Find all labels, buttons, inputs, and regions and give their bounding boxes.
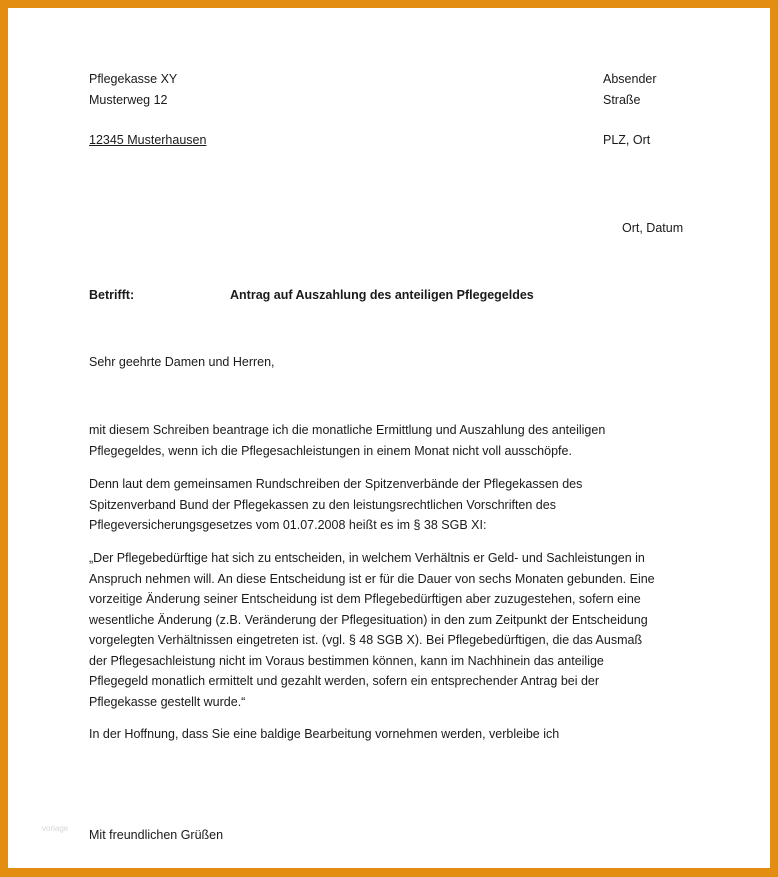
salutation: Sehr geehrte Damen und Herren, (89, 355, 275, 369)
sender-name: Absender (603, 72, 657, 86)
watermark-text: vorlage (42, 824, 69, 833)
closing: Mit freundlichen Grüßen (89, 828, 224, 842)
paragraph-line: Pflegegeld monatlich ermittelt und gezahlt werden, sofern ein entsprechender Antrag bei der (89, 674, 600, 688)
body-paragraph-4 (89, 724, 695, 745)
recipient-street: Musterweg 12 (89, 93, 168, 107)
letter-page (8, 8, 770, 868)
paragraph-line: „Der Pflegebedürftige hat sich zu entscheiden, in welchem Verhältnis er Geld- und Sachleistungen in (89, 551, 645, 565)
paragraph-line: vorgelegten Verhältnissen eingetreten ist. (vgl. § 48 SGB X). Bei Pflegebedürftigen, die das Ausmaß (89, 633, 643, 647)
paragraph-line: Denn laut dem gemeinsamen Rundschreiben der Spitzenverbände der Pflegekassen des (89, 477, 583, 491)
subject-label: Betrifft: (89, 288, 135, 302)
paragraph-line: Pflegekasse gestellt wurde.“ (89, 694, 246, 709)
body-paragraph-quote (89, 548, 695, 712)
recipient-city: 12345 Musterhausen (89, 133, 207, 147)
paragraph-line: vorzeitige Änderung seiner Entscheidung ist dem Pflegebedürftigen aber zuzugestehen, sofern eine (89, 592, 641, 606)
sender-city: PLZ, Ort (603, 133, 651, 147)
body-paragraph-1 (89, 420, 695, 461)
paragraph-line: wesentliche Änderung (z.B. Veränderung der Pflegesituation) in den zum Zeitpunkt der Entscheidung (89, 612, 648, 627)
paragraph-line: In der Hoffnung, dass Sie eine baldige Bearbeitung vornehmen werden, verbleibe ich (89, 727, 560, 741)
date-place: Ort, Datum (622, 221, 684, 235)
body-paragraph-2 (89, 474, 695, 536)
paragraph-line: Pflegeversicherungsgesetzes vom 01.07.2008 heißt es im § 38 SGB XI: (89, 518, 487, 532)
paragraph-line: der Pflegesachleistung nicht im Voraus bestimmen können, kann im Nachhinein das anteilige (89, 653, 604, 668)
paragraph-line: Anspruch nehmen will. An diese Entscheidung ist er für die Dauer von sechs Monaten gebunden. Eine (89, 571, 655, 586)
sender-street: Straße (603, 93, 641, 107)
paragraph-line: Spitzenverband Bund der Pflegekassen zu den leistungsrechtlichen Vorschriften des (89, 497, 556, 512)
recipient-name: Pflegekasse XY (89, 72, 178, 86)
paragraph-line: Pflegegeldes, wenn ich die Pflegesachleistungen in einem Monat nicht voll ausschöpfe. (89, 443, 572, 458)
paragraph-line: mit diesem Schreiben beantrage ich die monatliche Ermittlung und Auszahlung des anteiligen (89, 423, 606, 437)
subject-text: Antrag auf Auszahlung des anteiligen Pflegegeldes (230, 288, 534, 302)
